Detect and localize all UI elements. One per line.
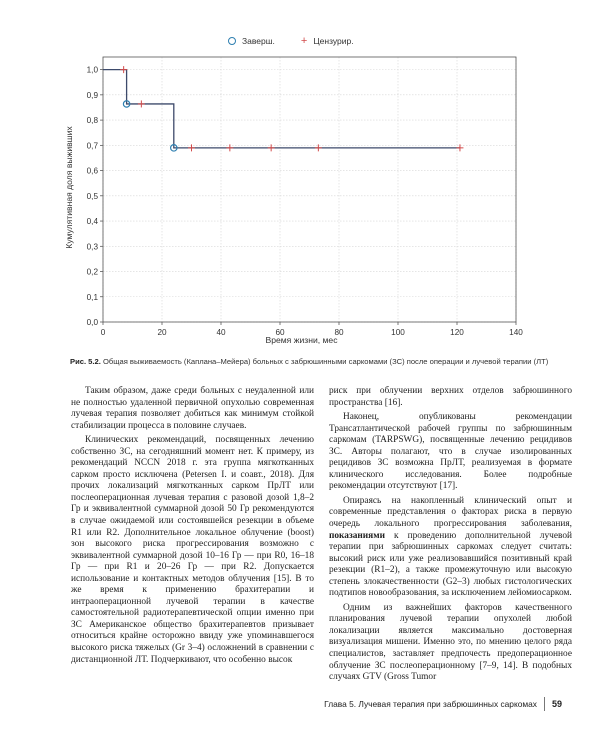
y-tick-label: 0,5 xyxy=(86,191,98,201)
figure-label: Рис. 5.2. xyxy=(70,357,101,366)
footer-divider xyxy=(544,697,545,711)
x-tick-label: 140 xyxy=(509,328,523,337)
x-tick-label: 120 xyxy=(450,328,464,337)
chart-plot-area xyxy=(0,0,600,355)
y-tick-label: 0,7 xyxy=(86,141,98,151)
paragraph: Клинических рекомендаций, посвященных лечению собственно ЗС, на сегодняшний момент нет. К примеру, из рекомендаций NCCN 2018 г. эта группа мягкотканных сарком просто исключена (Petersen I. и соавт., 2018). Для прочих локализаций мягкотканных сарком ПрЛТ или послеоперационная лучевая терапия с разовой дозой 1,8–2 Гр и эквивалентной суммарной дозой 50 Гр рекомендуются в случае ожидаемой или состоявшейся резекции в объеме R1 или R2. Дополнительное локальное облучение (boost) зон высокого риска прогрессирования возможно с эквивалентной суммарной дозой 10–16 Гр — при R0, 16–18 Гр — при R1 и 20–26 Гр — при R2. Допускается использование и контактных методов облучения [15]. В то же время к применению брахитерапии и интраоперационной лучевой терапии в качестве самостоятельной радиотерапевтической опции именно при ЗС Американское общество брахитерапевтов призывает относиться крайне осторожно ввиду уже упоминавшегося высокого риска тяжелых (Gr 3–4) осложнений в сравнении с дистанционной ЛТ. Подчеркивают, что особенно высок xyxy=(71,435,314,665)
survival-chart xyxy=(0,0,600,355)
y-tick-label: 0,6 xyxy=(86,166,98,176)
paragraph: Наконец, опубликованы рекомендации Трансатлантической рабочей группы по забрюшинным саркомам (TARPSWG), посвященные лечению рецидивов ЗС. Авторы полагают, что в случае изолированных рецидивов ЗС возможна ПрЛТ, реализуемая в формате клинического исследования. Более подробные рекомендации отсутствуют [17]. xyxy=(329,412,572,492)
left-column xyxy=(71,386,314,666)
figure-caption-text: Общая выживаемость (Каплана–Мейера) больных с забрюшинными саркомами (ЗС) после операции и лучевой терапии (ЛТ) xyxy=(102,357,549,366)
x-tick-label: 60 xyxy=(275,328,285,337)
figure-caption xyxy=(70,357,570,368)
circle-marker-icon xyxy=(228,37,236,45)
y-tick-label: 0,4 xyxy=(86,217,98,227)
y-tick-label: 0,1 xyxy=(86,292,98,302)
y-tick-label: 0,9 xyxy=(86,90,98,100)
bold-term: показаниями xyxy=(329,530,385,541)
paragraph: Одним из важнейших факторов качественного планирования лучевой терапии опухолей любой локализации является максимально достоверная визуализация мишени. Именно это, по мнению целого ряда специалистов, заставляет предпочесть предоперационное облучение ЗС послеоперационному [7–9, 14]. В подобных случаях GTV (Gross Tumor xyxy=(329,602,572,683)
x-axis-label: Время жизни, мес xyxy=(265,335,338,345)
paragraph-continuation: риск при облучении верхних отделов забрюшинного пространства [16]. xyxy=(329,386,572,408)
y-tick-label: 0,0 xyxy=(86,318,98,327)
legend-label-complete: Заверш. xyxy=(242,36,275,46)
chart-legend xyxy=(228,36,354,46)
legend-item-censored xyxy=(301,36,354,46)
text-run: Опираясь на накопленный клинический опыт и современные представления о факторах риска в первую очередь локального прогрессирования заболевания, xyxy=(329,495,572,530)
page-number: 59 xyxy=(551,699,562,709)
x-tick-label: 100 xyxy=(391,328,405,337)
text-run: к проведению дополнительной лучевой терапии при забрюшинных саркомах следует считать: высокий риск или уже реализовавшийся позитивный край резекции (R1–2), а также промежуточную или высокую степень злокачественности (G2–3) любых гистологических подтипов новообразования, за исключением лейомиосарком. xyxy=(329,530,572,599)
right-column xyxy=(329,386,572,684)
y-axis-label: Кумулятивная доля выживших xyxy=(64,126,74,249)
chapter-title: Глава 5. Лучевая терапия при забрюшинных саркомах xyxy=(324,699,537,709)
paragraph: Таким образом, даже среди больных с неудаленной или не полностью удаленной первичной опухолью современная лучевая терапия позволяет добиться как минимум стойкой стабилизации процесса в половине случаев. xyxy=(71,386,314,431)
y-tick-label: 0,3 xyxy=(86,242,98,252)
y-tick-label: 1,0 xyxy=(86,65,98,75)
x-tick-label: 20 xyxy=(157,328,167,337)
survival-curve-line xyxy=(103,70,460,148)
plot-frame xyxy=(103,57,516,322)
plus-marker-icon: + xyxy=(300,35,308,47)
x-tick-label: 0 xyxy=(100,328,106,337)
x-tick-label: 80 xyxy=(334,328,344,337)
x-tick-label: 40 xyxy=(216,328,226,337)
y-tick-label: 0,8 xyxy=(86,116,98,126)
legend-label-censored: Цензурир. xyxy=(313,36,354,46)
paragraph-indications xyxy=(329,496,572,600)
censored-marker xyxy=(138,100,145,107)
legend-item-complete xyxy=(228,36,275,46)
page-footer xyxy=(324,697,562,711)
y-tick-label: 0,2 xyxy=(86,267,98,277)
censored-marker xyxy=(315,144,322,151)
